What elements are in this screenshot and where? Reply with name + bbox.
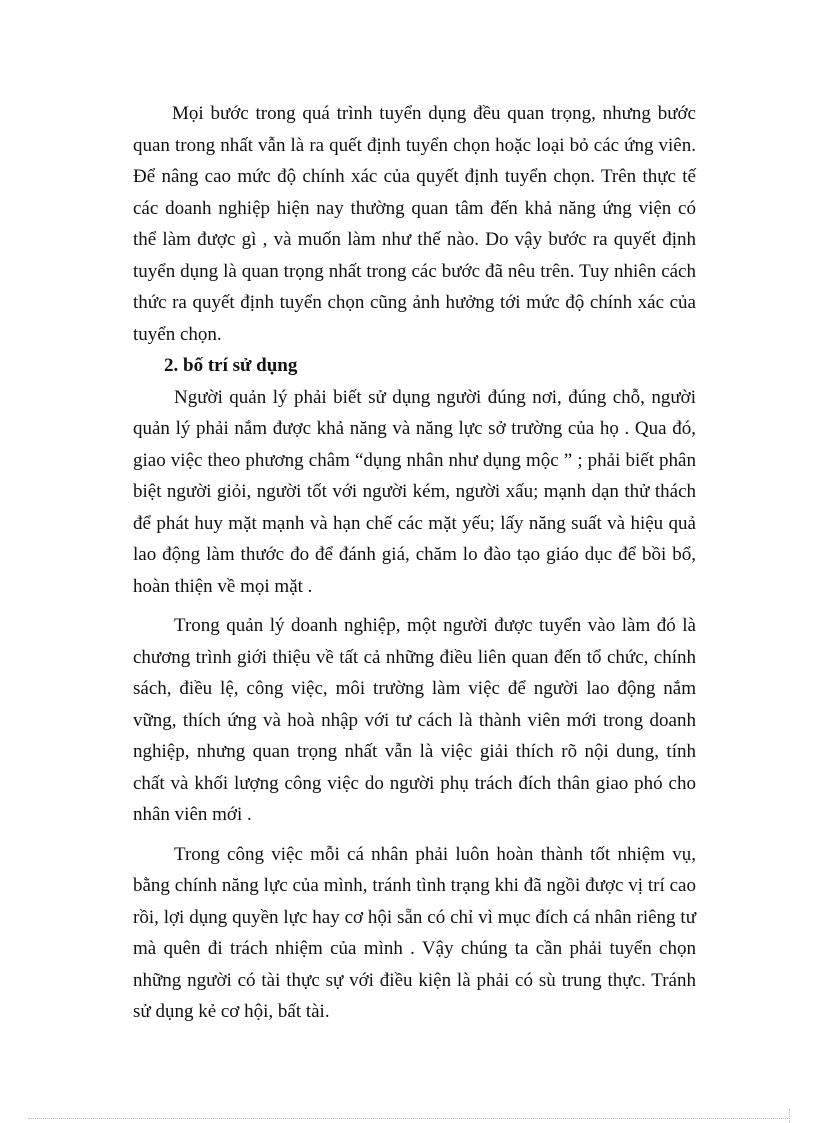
page-corner-mark: [789, 1109, 790, 1123]
paragraph-manager-role: Người quản lý phải biết sử dụng người đúng nơi, đúng chỗ, người quản lý phải nắm được khả năng và năng lực sở trường của họ . Qua đó, giao việc theo phương châm “dụng nhân như dụng mộc ” ; phải biết phân biệt người giỏi, người tốt với người kém, người xấu; mạnh dạn thử thách để phát huy mặt mạnh và hạn chế các mặt yếu; lấy năng suất và hiệu quả lao động làm thước đo để đánh giá, chăm lo đào tạo giáo dục để bồi bổ, hoàn thiện về mọi mặt .: [133, 386, 696, 597]
paragraph-orientation: Trong quản lý doanh nghiệp, một người được tuyển vào làm đó là chương trình giới thiệu về tất cả những điều liên quan đến tổ chức, chính sách, điều lệ, công việc, môi trường làm việc để người lao động nắm vững, thích ứng và hoà nhập với tư cách là thành viên mới trong doanh nghiệp, nhưng quan trọng nhất vẫn là việc giải thích rõ nội dung, tính chất và khối lượng công việc do người phụ trách đích thân giao phó cho nhân viên mới .: [133, 615, 696, 825]
document-body: [133, 98, 696, 1028]
section-heading: 2. bố trí sử dụng: [164, 355, 298, 376]
paragraph-responsibility: Trong công việc mỗi cá nhân phải luôn hoàn thành tốt nhiệm vụ, bằng chính năng lực của mình, tránh tình trạng khi đã ngồi được vị trí cao rồi, lợi dụng quyền lực hay cơ hội sẵn có chỉ vì mục đích cá nhân riêng tư mà quên đi trách nhiệm của mình . Vậy chúng ta cần phải tuyển chọn những người có tài thực sự với điều kiện là phải có sù trung thực. Tránh sử dụng kẻ cơ hội, bất tài.: [133, 843, 696, 1022]
page-bottom-divider: [28, 1118, 790, 1119]
paragraph-recruitment-decision: Mọi bước trong quá trình tuyển dụng đều quan trọng, nhưng bước quan trong nhất vẫn là ra quết định tuyển chọn hoặc loại bỏ các ứng viên. Để nâng cao mức độ chính xác của quyết định tuyển chọn. Trên thực tế các doanh nghiệp hiện nay thường quan tâm đến khả năng ứng viện có thể làm được gì , và muốn làm như thế nào. Do vậy bước ra quyết định tuyển dụng là quan trọng nhất trong các bước đã nêu trên. Tuy nhiên cách thức ra quyết định tuyển chọn cũng ảnh hưởng tới mức độ chính xác của tuyển chọn.: [133, 103, 696, 345]
